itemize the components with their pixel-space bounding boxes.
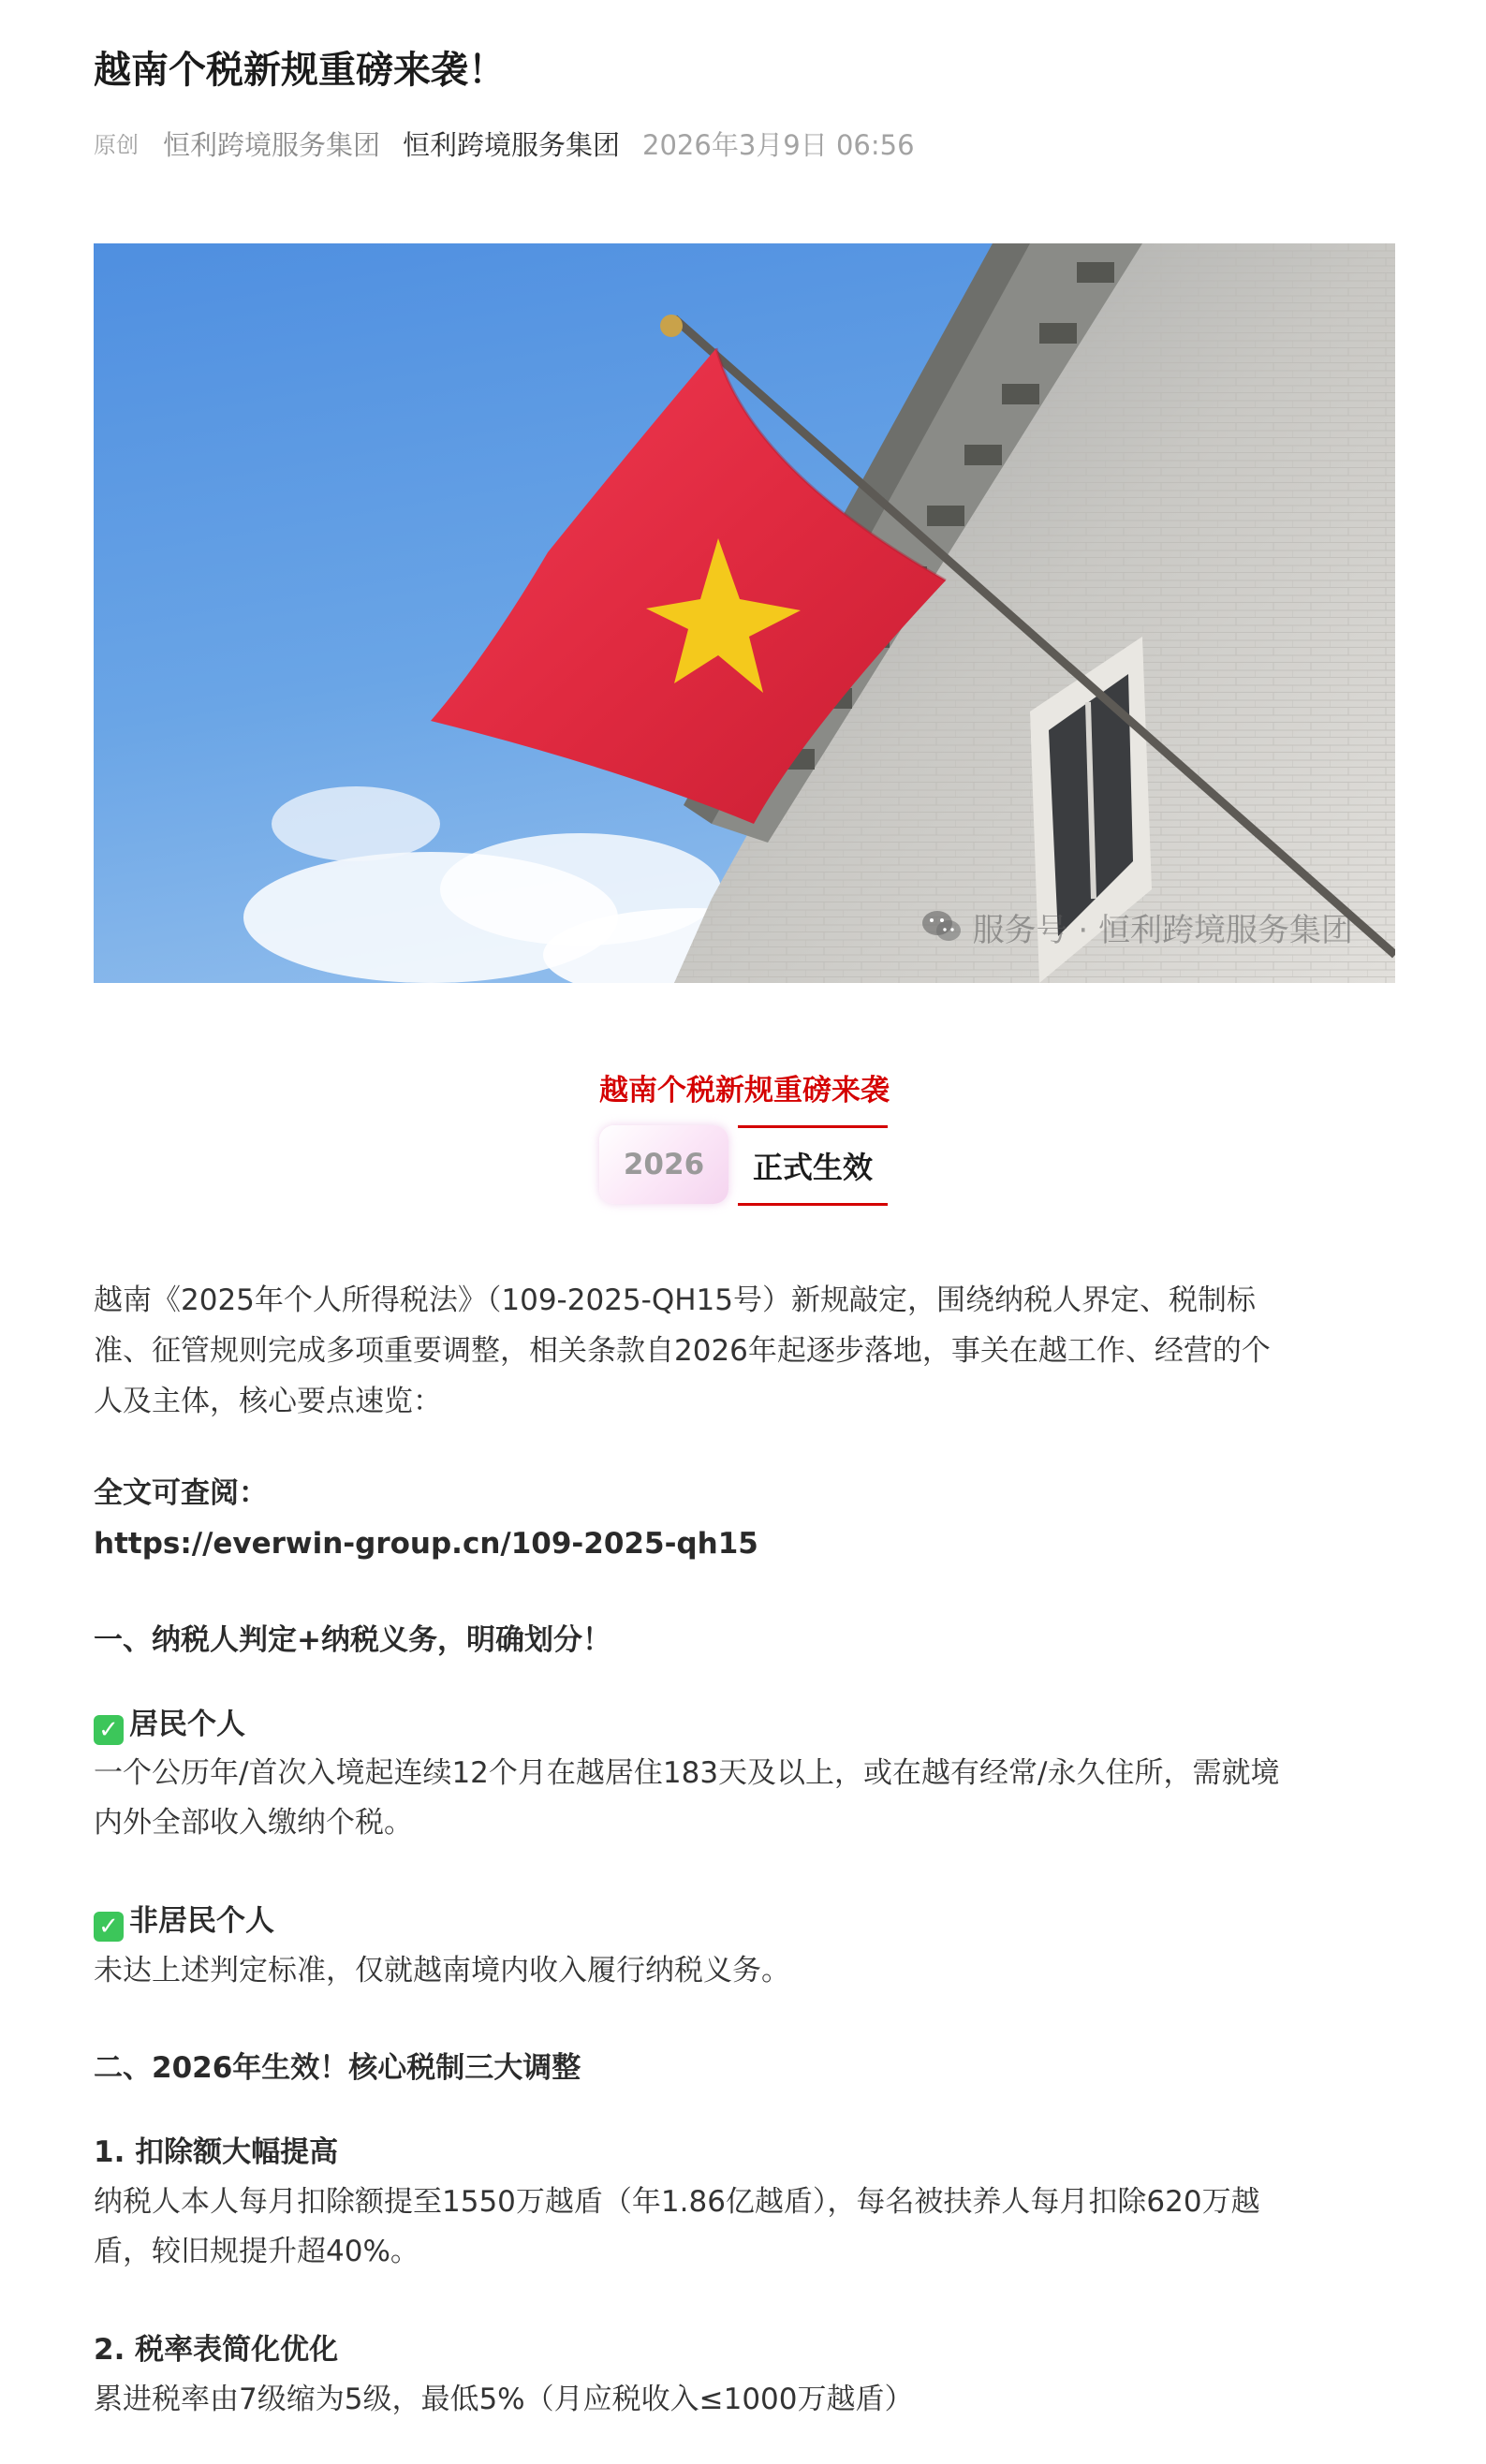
flag-photo xyxy=(94,243,1395,983)
hero-image[interactable] xyxy=(94,243,1395,983)
check-icon: ✓ xyxy=(94,1715,124,1745)
fulltext-url[interactable]: https://everwin-group.cn/109-2025-qh15 xyxy=(94,1527,758,1561)
image-watermark xyxy=(920,903,1353,950)
nonresident-title: 非居民个人 xyxy=(129,1904,274,1938)
account-link[interactable]: 恒利跨境服务集团 xyxy=(403,129,621,161)
publish-time: 2026年3月9日 06:56 xyxy=(642,129,915,161)
source-link[interactable]: 恒利跨境服务集团 xyxy=(163,129,381,161)
watermark-text: 服务号 · 恒利跨境服务集团 xyxy=(972,911,1353,949)
wechat-icon xyxy=(920,908,964,946)
intro-line-2: 准、征管规则完成多项重要调整，相关条款自2026年起逐步落地，事关在越工作、经营的个 xyxy=(94,1334,1271,1368)
section1-heading: 一、纳税人判定+纳税义务，明确划分！ xyxy=(94,1623,611,1657)
effective-label: 正式生效 xyxy=(738,1125,888,1206)
year-badge-row xyxy=(599,1125,888,1204)
resident-line-2: 内外全部收入缴纳个税。 xyxy=(94,1806,413,1840)
resident-line-1: 一个公历年/首次入境起连续12个月在越居住183天及以上，或在越有经常/永久住所，需就境 xyxy=(94,1756,1280,1790)
nonresident-title-row xyxy=(94,1896,1395,1946)
intro-line-1: 越南《2025年个人所得税法》（109-2025-QH15号）新规敲定，围绕纳税人界定、税制标 xyxy=(94,1283,1256,1317)
fulltext-label: 全文可查阅： xyxy=(94,1476,268,1510)
item2-title: 2. 税率表简化优化 xyxy=(94,2333,339,2367)
article-meta xyxy=(94,122,915,169)
intro-line-3: 人及主体，核心要点速览： xyxy=(94,1385,442,1418)
banner-title: 越南个税新规重磅来袭 xyxy=(599,1074,890,1107)
section2-heading: 二、2026年生效！核心税制三大调整 xyxy=(94,2051,581,2085)
year-badge: 2026 xyxy=(599,1125,728,1204)
item2-line-1: 累进税率由7级缩为5级，最低5%（月应税收入≤1000万越盾） xyxy=(94,2383,914,2416)
nonresident-line-1: 未达上述判定标准，仅就越南境内收入履行纳税义务。 xyxy=(94,1954,790,1987)
item1-line-2: 盾，较旧规提升超40%。 xyxy=(94,2235,419,2268)
article-title: 越南个税新规重磅来袭！ xyxy=(94,49,506,92)
check-icon: ✓ xyxy=(94,1912,124,1942)
original-tag: 原创 xyxy=(94,132,139,158)
resident-title: 居民个人 xyxy=(129,1708,245,1741)
item1-title: 1. 扣除额大幅提高 xyxy=(94,2135,339,2169)
item1-line-1: 纳税人本人每月扣除额提至1550万越盾（年1.86亿越盾），每名被扶养人每月扣除620万越 xyxy=(94,2185,1260,2219)
resident-title-row xyxy=(94,1699,1395,1750)
